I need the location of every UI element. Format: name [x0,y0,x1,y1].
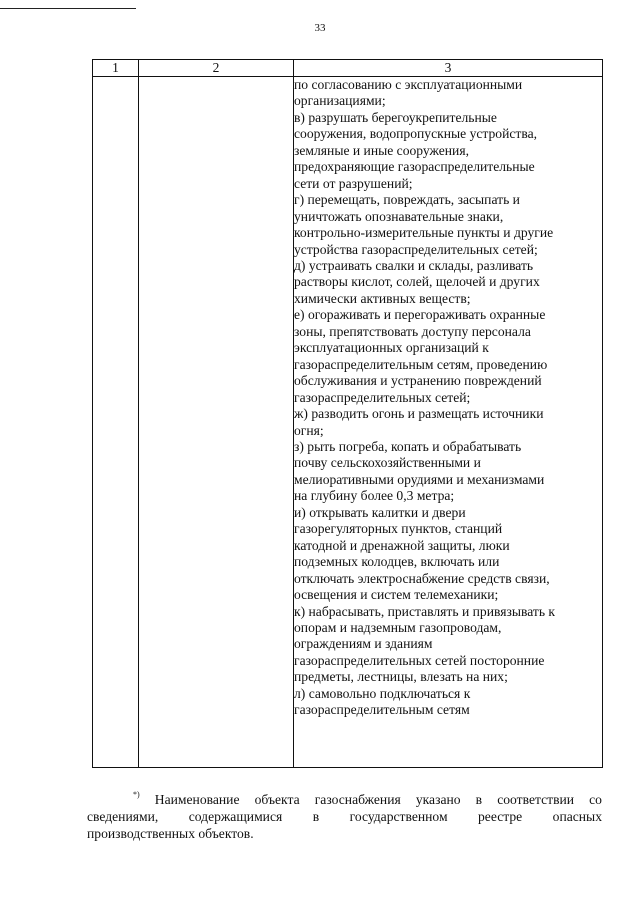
cell-col-2 [139,77,294,768]
text-line: устройства газораспределительных сетей; [294,241,538,257]
text-line: г) перемещать, повреждать, засыпать и [294,192,520,208]
text-line: контрольно-измерительные пункты и другие [294,225,554,241]
text-line: в) разрушать берегоукрепительные [294,109,497,125]
requirements-table [92,59,603,768]
text-line: почву сельскохозяйственными и [294,455,481,471]
text-line: мелиоративными орудиями и механизмами [294,471,545,487]
text-line: катодной и дренажной защиты, люки [294,537,510,553]
footnote-marker: *) [133,790,140,799]
text-line: газораспределительных сетей; [294,389,471,405]
header-col-3: 3 [294,60,603,77]
text-line: д) устраивать свалки и склады, разливать [294,257,534,273]
header-col-2: 2 [139,60,294,77]
text-line: ограждениям и зданиям [294,636,433,652]
text-line: газораспределительным сетям, проведению [294,356,548,372]
page-number: 33 [314,22,326,34]
text-line: на глубину более 0,3 метра; [294,488,455,504]
text-line: л) самовольно подключаться к [294,685,471,701]
text-line: эксплуатационных организаций к [294,340,489,356]
table-header-row [93,60,603,77]
text-line: и) открывать калитки и двери [294,504,466,520]
text-line: предохраняющие газораспределительные [294,159,535,175]
text-line: химически активных веществ; [294,290,471,306]
text-line: к) набрасывать, приставлять и привязывать к [294,603,556,619]
footnote-line-2: сведениями, содержащимися в государственном реестре опасных [87,809,602,824]
text-line: предметы, лестницы, влезать на них; [294,669,508,685]
text-line: е) огораживать и перегораживать охранные [294,307,546,323]
text-line: з) рыть погреба, копать и обрабатывать [294,438,522,454]
text-line: уничтожать опознавательные знаки, [294,208,504,224]
cell-col-1 [93,77,139,768]
text-line: зоны, препятствовать доступу персонала [294,323,531,339]
text-line: газораспределительных сетей посторонние [294,652,545,668]
header-col-1: 1 [93,60,139,77]
text-line: газорегуляторных пунктов, станций [294,521,503,537]
table-row [93,77,603,768]
text-line: земляные и иные сооружения, [294,142,469,158]
footnote [87,791,602,842]
top-left-rule [0,8,136,9]
text-line: по согласованию с эксплуатационными [294,77,523,92]
text-line: подземных колодцев, включать или [294,554,500,570]
text-line: сооружения, водопропускные устройства, [294,126,538,142]
restrictions-text [294,77,602,719]
footnote-line-1: *) Наименование объекта газоснабжения указано в соответствии со [133,790,602,807]
text-line: освещения и систем телемеханики; [294,587,499,603]
cell-col-3 [294,77,603,768]
text-line: ж) разводить огонь и размещать источники [294,406,544,422]
text-line: растворы кислот, солей, щелочей и других [294,274,540,290]
text-line: сети от разрушений; [294,175,413,191]
text-line: организациями; [294,93,386,109]
text-line: опорам и надземным газопроводам, [294,619,502,635]
text-line: газораспределительным сетям [294,702,470,718]
footnote-line-3: производственных объектов. [87,826,254,841]
text-line: отключать электроснабжение средств связи, [294,570,550,586]
text-line: обслуживания и устранению повреждений [294,373,542,389]
text-line: огня; [294,422,324,438]
